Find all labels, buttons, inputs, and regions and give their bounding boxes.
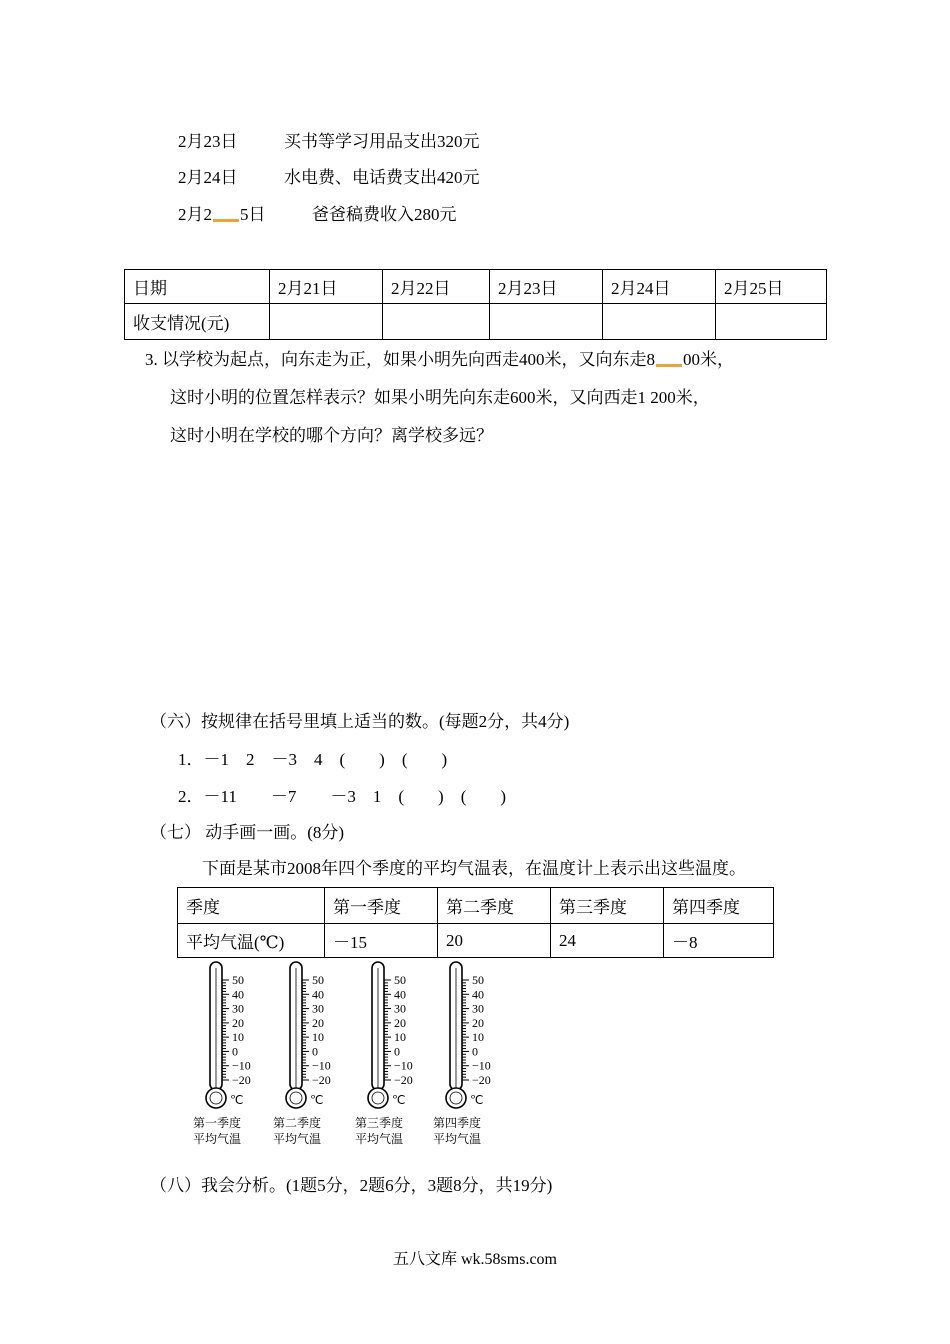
table-header-cell: 第二季度	[438, 888, 551, 924]
thermometer-scale-label: 50	[472, 973, 484, 987]
thermometer-scale-label: 20	[232, 1015, 244, 1030]
thermometer-bulb	[368, 1088, 388, 1108]
thermometer-scale-label: 50	[232, 973, 244, 987]
thermometer-drawing	[362, 958, 442, 1108]
thermometer-scale-label: −10	[472, 1058, 491, 1073]
thermometer-scale-label: 30	[394, 1001, 406, 1016]
thermometer-scale-label: 20	[472, 1015, 484, 1030]
section-7-intro: 下面是某市2008年四个季度的平均气温表，在温度计上表示出这些温度。	[202, 859, 746, 878]
table-header-cell: 2月25日	[716, 270, 827, 304]
table-cell: 24	[551, 924, 664, 958]
table-header-cell: 2月22日	[383, 270, 490, 304]
thermometer-scale-label: 10	[472, 1030, 484, 1045]
thermometer-scale-label: 0	[232, 1044, 238, 1059]
table-row-label: 平均气温(℃)	[178, 924, 325, 958]
table-cell[interactable]	[270, 304, 383, 340]
thermometer-scale-label: −20	[312, 1073, 331, 1087]
thermometer-scale-label: 40	[312, 987, 324, 1002]
thermometer-scale-label: 0	[472, 1044, 478, 1059]
thermometer-scale-label: −20	[394, 1073, 413, 1087]
thermometer-scale-label: 10	[312, 1030, 324, 1045]
income-expense-table	[124, 269, 827, 340]
thermometer-scale-label: 10	[232, 1030, 244, 1045]
table-header-cell: 日期	[125, 270, 270, 304]
thermometer[interactable]	[362, 958, 432, 1108]
thermometer-caption-line: 平均气温	[354, 1132, 403, 1146]
thermometer-caption-line: 第三季度	[354, 1116, 403, 1130]
temperature-table	[177, 887, 774, 958]
thermometer-bulb	[206, 1088, 226, 1108]
thermometer-scale-label: 30	[312, 1001, 324, 1016]
thermometer[interactable]	[440, 958, 510, 1108]
table-header-cell: 2月21日	[270, 270, 383, 304]
thermometer-scale-label: −20	[472, 1073, 491, 1087]
section-6-question-2: 2．－11 －7 －3 1 ( ) ( )	[178, 787, 507, 806]
thermometer-caption	[262, 1115, 332, 1147]
thermometer-scale-label: 50	[312, 973, 324, 987]
table-cell[interactable]	[490, 304, 603, 340]
thermometer-scale-label: 30	[232, 1001, 244, 1016]
thermometer-scale-label: −10	[394, 1058, 413, 1073]
thermometer-unit: ℃	[470, 1093, 484, 1107]
thermometer-caption-line: 第二季度	[272, 1116, 321, 1130]
thermometer-unit: ℃	[310, 1093, 324, 1107]
thermometer-caption-line: 第四季度	[432, 1116, 481, 1130]
record-row-1	[178, 127, 480, 152]
thermometer-scale-label: −10	[312, 1058, 331, 1073]
thermometer-caption-line: 平均气温	[272, 1132, 321, 1146]
highlight-mark	[213, 219, 239, 222]
table-cell: －15	[325, 924, 438, 958]
thermometer-scale-label: 50	[394, 973, 406, 987]
thermometer-scale-label: −10	[232, 1058, 251, 1073]
question-3-line-1: 3. 以学校为起点，向东走为正，如果小明先向西走400米，又向东走8 00米，	[145, 350, 734, 369]
record-row-2	[178, 163, 480, 188]
thermometer-scale-label: 40	[394, 987, 406, 1002]
record-date: 2月2	[178, 205, 212, 224]
page-footer: 五八文库 wk.58sms.com	[392, 1251, 557, 1268]
table-cell[interactable]	[716, 304, 827, 340]
record-desc: 爸爸稿费收入280元	[312, 205, 457, 224]
section-7-title: （七） 动手画一画。(8分)	[150, 823, 345, 842]
table-header-cell: 季度	[178, 888, 325, 924]
thermometer-scale-label: 20	[312, 1015, 324, 1030]
thermometer-caption	[344, 1115, 414, 1147]
question-3-line-2: 这时小明的位置怎样表示？如果小明先向东走600米，又向西走1 200米，	[170, 388, 710, 407]
table-cell[interactable]	[603, 304, 716, 340]
thermometer-scale-label: −20	[232, 1073, 251, 1087]
record-date: 2月23日	[178, 132, 238, 151]
question-3-line-3: 这时小明在学校的哪个方向？离学校多远？	[170, 426, 493, 445]
table-header-cell: 第四季度	[664, 888, 774, 924]
thermometer-scale-label: 0	[312, 1044, 318, 1059]
table-cell: －8	[664, 924, 774, 958]
thermometer-scale-label: 40	[232, 987, 244, 1002]
section-6-question-1: 1．－1 2 －3 4 ( ) ( )	[178, 750, 448, 769]
thermometer[interactable]	[200, 958, 270, 1108]
thermometer[interactable]	[280, 958, 350, 1108]
thermometer-caption-line: 平均气温	[432, 1132, 481, 1146]
section-8-title: （八）我会分析。(1题5分，2题6分，3题8分，共19分)	[150, 1176, 553, 1195]
thermometer-unit: ℃	[230, 1093, 244, 1107]
record-row-3	[178, 200, 457, 225]
thermometer-drawing	[440, 958, 520, 1108]
table-header-cell: 2月24日	[603, 270, 716, 304]
section-6-title: （六）按规律在括号里填上适当的数。(每题2分，共4分)	[150, 712, 570, 731]
table-header-cell: 2月23日	[490, 270, 603, 304]
thermometer-caption	[182, 1115, 252, 1147]
record-desc: 水电费、电话费支出420元	[284, 168, 480, 187]
thermometer-bulb	[446, 1088, 466, 1108]
table-header-cell: 第一季度	[325, 888, 438, 924]
record-date: 5日	[240, 205, 266, 224]
thermometer-drawing	[280, 958, 360, 1108]
thermometer-unit: ℃	[392, 1093, 406, 1107]
record-date: 2月24日	[178, 168, 238, 187]
thermometer-caption	[422, 1115, 492, 1147]
record-desc: 买书等学习用品支出320元	[284, 132, 480, 151]
table-cell: 20	[438, 924, 551, 958]
thermometer-caption-line: 平均气温	[192, 1132, 241, 1146]
table-row-label: 收支情况(元)	[125, 304, 270, 340]
thermometer-scale-label: 0	[394, 1044, 400, 1059]
thermometer-scale-label: 20	[394, 1015, 406, 1030]
table-header-cell: 第三季度	[551, 888, 664, 924]
table-cell[interactable]	[383, 304, 490, 340]
thermometer-drawing	[200, 958, 280, 1108]
thermometer-scale-label: 10	[394, 1030, 406, 1045]
thermometer-bulb	[286, 1088, 306, 1108]
thermometer-scale-label: 30	[472, 1001, 484, 1016]
thermometer-scale-label: 40	[472, 987, 484, 1002]
thermometer-caption-line: 第一季度	[192, 1116, 241, 1130]
highlight-mark	[656, 364, 682, 367]
